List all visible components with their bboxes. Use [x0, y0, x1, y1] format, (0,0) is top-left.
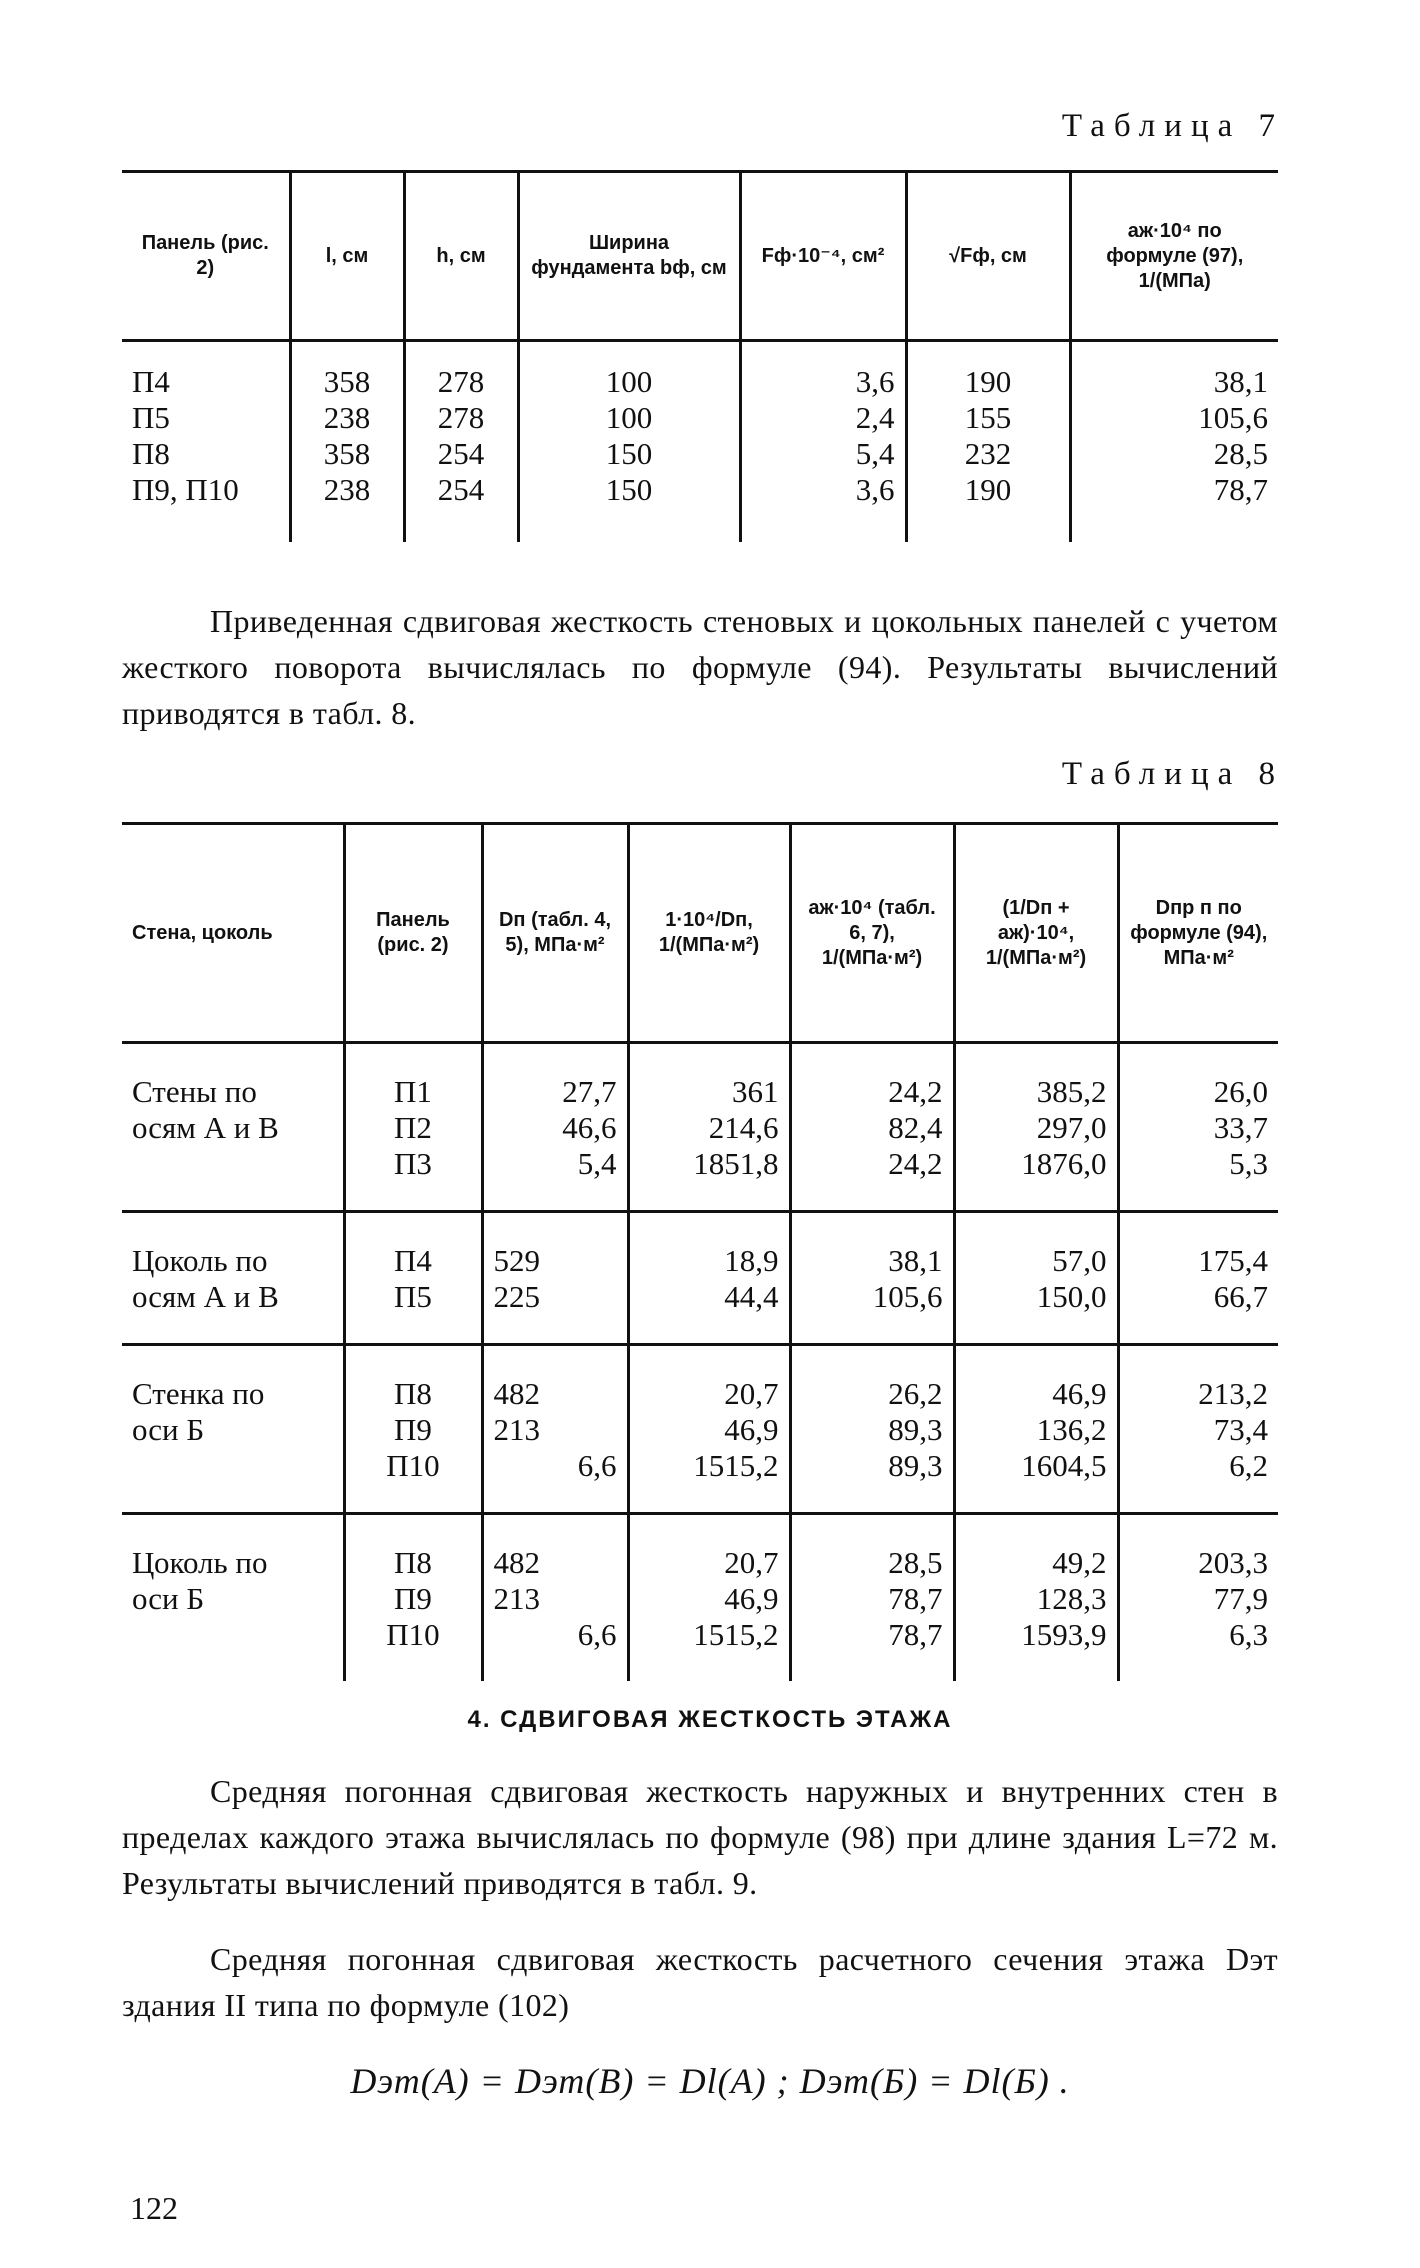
table8-group-plinth-b	[122, 1514, 1278, 1682]
table-cell: 155	[964, 400, 1012, 435]
table8-col-sum	[954, 1212, 1118, 1345]
table-cell: 89,3	[888, 1448, 943, 1483]
table-cell: П8	[394, 1376, 432, 1411]
table-cell: П8	[394, 1545, 432, 1580]
table7-header-cell: l, см	[290, 172, 404, 341]
table-cell: 2,4	[855, 400, 895, 435]
table-cell: 20,7	[724, 1545, 779, 1580]
table-cell: П5	[394, 1279, 432, 1314]
table8-col-panel	[344, 1043, 482, 1212]
table-cell: 46,9	[724, 1412, 779, 1447]
table8-col-sum	[954, 1345, 1118, 1514]
table8-header-row	[122, 824, 1278, 1043]
table7-caption: Таблица 7	[1061, 108, 1284, 144]
table-cell: 203,3	[1198, 1545, 1268, 1580]
table8-group-plinth-a-v	[122, 1212, 1278, 1345]
table-cell: оси Б	[132, 1581, 205, 1616]
table-cell: 78,7	[1213, 472, 1268, 507]
table-cell: 73,4	[1213, 1412, 1268, 1447]
table8-header-cell: Dп (табл. 4, 5), МПа·м²	[482, 824, 628, 1043]
table8-caption: Таблица 8	[1061, 756, 1284, 792]
table-cell: осям А и В	[132, 1279, 279, 1314]
table-cell: 20,7	[724, 1376, 779, 1411]
table8-col-panel	[344, 1212, 482, 1345]
table-cell: 238	[323, 400, 371, 435]
table7	[122, 170, 1278, 542]
table8-header-cell: Стена, цоколь	[132, 921, 273, 944]
paragraph-design-section: Средняя погонная сдвиговая жесткость расчетного сечения этажа Dэт здания II типа по формуле (102)	[122, 1941, 1278, 2023]
table-cell: 232	[964, 436, 1012, 471]
table7-col-area	[740, 341, 906, 543]
table-cell: 1593,9	[1021, 1617, 1107, 1652]
table-cell: 89,3	[888, 1412, 943, 1447]
table8-col-dpr	[1118, 1514, 1278, 1682]
table-cell: 385,2	[1036, 1074, 1107, 1109]
table8-col-d	[482, 1345, 628, 1514]
table-cell: 225	[493, 1279, 540, 1314]
table-cell: 190	[964, 364, 1012, 399]
table-cell: П4	[394, 1243, 432, 1278]
table8-col-a	[790, 1514, 954, 1682]
table-cell: 213,2	[1198, 1376, 1268, 1411]
table-cell: 358	[323, 436, 371, 471]
table-cell: 44,4	[724, 1279, 779, 1314]
table8-col-inv	[628, 1212, 790, 1345]
table7-col-width	[518, 341, 740, 543]
table-cell: 78,7	[888, 1617, 943, 1652]
table-cell: 278	[437, 364, 485, 399]
table7-col-a	[1070, 341, 1278, 543]
table8-col-d	[482, 1043, 628, 1212]
table8-col-sum	[954, 1043, 1118, 1212]
table-cell: 150	[605, 472, 653, 507]
table-cell: П5	[132, 400, 170, 435]
table-cell: 46,9	[724, 1581, 779, 1616]
table-cell: 1515,2	[693, 1448, 779, 1483]
paragraph-shear-stiffness: Приведенная сдвиговая жесткость стеновых и цокольных панелей с учетом жесткого поворота вычислялась по формуле (94). Результаты вычислений приводятся в табл. 8.	[122, 603, 1278, 731]
table-cell: П9, П10	[132, 472, 239, 507]
table-cell: 175,4	[1198, 1243, 1268, 1278]
table-cell: Цоколь по	[132, 1243, 268, 1278]
table-cell: П9	[394, 1581, 432, 1616]
table8-col-dpr	[1118, 1345, 1278, 1514]
table7-header-cell: √Fф, см	[906, 172, 1070, 341]
table-cell: 26,2	[888, 1376, 943, 1411]
formula: Dэт(А) = Dэт(В) = Dl(А) ; Dэт(Б) = Dl(Б) .	[350, 2061, 1070, 2101]
table-cell: 24,2	[888, 1074, 943, 1109]
table8-group-label	[122, 1514, 344, 1682]
table-cell: 26,0	[1213, 1074, 1268, 1109]
table-cell: П2	[394, 1110, 432, 1145]
table-cell: осям А и В	[132, 1110, 279, 1145]
table-cell: 38,1	[1213, 364, 1268, 399]
table-cell: П9	[394, 1412, 432, 1447]
table-cell: 150	[605, 436, 653, 471]
table-cell: П4	[132, 364, 170, 399]
table8-group-wall-b	[122, 1345, 1278, 1514]
table-cell: 105,6	[872, 1279, 943, 1314]
table7-header-cell: aж·10⁴ по формуле (97), 1/(МПа)	[1070, 172, 1278, 341]
table-cell: 3,6	[855, 364, 895, 399]
table-cell: П10	[386, 1617, 440, 1652]
table8-header-cell: Dпр п по формуле (94), МПа·м²	[1118, 824, 1278, 1043]
table-cell: 297,0	[1036, 1110, 1107, 1145]
table-cell: 361	[732, 1074, 779, 1109]
table-cell: 49,2	[1052, 1545, 1107, 1580]
table-cell: 1851,8	[693, 1146, 779, 1181]
table7-col-l	[290, 341, 404, 543]
table-cell: 82,4	[888, 1110, 943, 1145]
table8-col-d	[482, 1514, 628, 1682]
table8-group-label	[122, 1212, 344, 1345]
table-cell: П10	[386, 1448, 440, 1483]
table-cell: 3,6	[855, 472, 895, 507]
table-cell: Стены по	[132, 1074, 257, 1109]
table-cell: 33,7	[1213, 1110, 1268, 1145]
table7-col-sqrt	[906, 341, 1070, 543]
table7-col-h	[404, 341, 518, 543]
table-cell: 136,2	[1036, 1412, 1107, 1447]
table-cell: 214,6	[708, 1110, 779, 1145]
table8-header-cell: aж·10⁴ (табл. 6, 7), 1/(МПа·м²)	[790, 824, 954, 1043]
table8	[122, 822, 1278, 1681]
page-number: 122	[130, 2190, 178, 2226]
table-cell: 482	[493, 1376, 540, 1411]
table-cell: 6,6	[577, 1448, 617, 1483]
section-title: 4. СДВИГОВАЯ ЖЕСТКОСТЬ ЭТАЖА	[467, 1706, 953, 1733]
table-cell: 1515,2	[693, 1617, 779, 1652]
table8-group-label	[122, 1345, 344, 1514]
table-cell: Цоколь по	[132, 1545, 268, 1580]
table-cell: 6,2	[1229, 1448, 1268, 1483]
table-cell: 1876,0	[1021, 1146, 1107, 1181]
table-cell: 27,7	[562, 1074, 617, 1109]
table-cell: 238	[323, 472, 371, 507]
table8-col-sum	[954, 1514, 1118, 1682]
table-cell: 358	[323, 364, 371, 399]
table-cell: 28,5	[888, 1545, 943, 1580]
table8-col-dpr	[1118, 1212, 1278, 1345]
table7-header-cell: Ширина фундамента bф, см	[518, 172, 740, 341]
table-cell: 5,3	[1229, 1146, 1268, 1181]
table-cell: П3	[394, 1146, 432, 1181]
table-cell: 213	[493, 1412, 540, 1447]
table-cell: 213	[493, 1581, 540, 1616]
table8-header-cell: (1/Dп + aж)·10⁴, 1/(МПа·м²)	[954, 824, 1118, 1043]
table7-header-cell: h, см	[404, 172, 518, 341]
table-cell: Стенка по	[132, 1376, 265, 1411]
table8-group-label	[122, 1043, 344, 1212]
table8-header-cell: Панель (рис. 2)	[344, 824, 482, 1043]
table-cell: 190	[964, 472, 1012, 507]
table-cell: 100	[605, 400, 653, 435]
table-cell: П1	[394, 1074, 432, 1109]
table8-col-inv	[628, 1345, 790, 1514]
table8-col-panel	[344, 1345, 482, 1514]
table-cell: 57,0	[1052, 1243, 1107, 1278]
table-cell: 28,5	[1213, 436, 1268, 471]
paragraph-average-stiffness: Средняя погонная сдвиговая жесткость наружных и внутренних стен в пределах каждого этажа вычислялась по формуле (98) при длине здания L=72 м. Результаты вычислений приводятся в табл. 9.	[122, 1773, 1278, 1901]
table-cell: 254	[437, 436, 485, 471]
table-cell: 38,1	[888, 1243, 943, 1278]
table-cell: 66,7	[1213, 1279, 1268, 1314]
table-cell: 18,9	[724, 1243, 779, 1278]
table8-col-a	[790, 1212, 954, 1345]
table8-header-cell: 1·10⁴/Dп, 1/(МПа·м²)	[628, 824, 790, 1043]
table-cell: 1604,5	[1021, 1448, 1107, 1483]
table8-col-inv	[628, 1514, 790, 1682]
table8-col-panel	[344, 1514, 482, 1682]
table-cell: 46,9	[1052, 1376, 1107, 1411]
table-cell: 105,6	[1198, 400, 1268, 435]
table7-header-row	[122, 172, 1278, 341]
table-cell: 6,3	[1229, 1617, 1268, 1652]
table-cell: 78,7	[888, 1581, 943, 1616]
table7-body	[122, 341, 1278, 543]
table8-col-a	[790, 1043, 954, 1212]
table-cell: 529	[493, 1243, 540, 1278]
table-cell: 46,6	[562, 1110, 617, 1145]
table-cell: 77,9	[1213, 1581, 1268, 1616]
table-cell: оси Б	[132, 1412, 205, 1447]
table-cell: 5,4	[855, 436, 895, 471]
table-cell: 6,6	[577, 1617, 617, 1652]
table-cell: 100	[605, 364, 653, 399]
table8-col-a	[790, 1345, 954, 1514]
table-cell: 278	[437, 400, 485, 435]
table-cell: П8	[132, 436, 170, 471]
table-cell: 5,4	[577, 1146, 617, 1181]
table7-col-panel	[122, 341, 290, 543]
table8-col-inv	[628, 1043, 790, 1212]
table-cell: 254	[437, 472, 485, 507]
table-cell: 150,0	[1036, 1279, 1107, 1314]
table8-col-d	[482, 1212, 628, 1345]
table-cell: 128,3	[1036, 1581, 1107, 1616]
table-cell: 482	[493, 1545, 540, 1580]
table7-header-cell: Панель (рис. 2)	[141, 232, 269, 279]
table8-col-dpr	[1118, 1043, 1278, 1212]
table-cell: 24,2	[888, 1146, 943, 1181]
table8-group-walls-a-v	[122, 1043, 1278, 1212]
table7-header-cell: Fф·10⁻⁴, см²	[740, 172, 906, 341]
